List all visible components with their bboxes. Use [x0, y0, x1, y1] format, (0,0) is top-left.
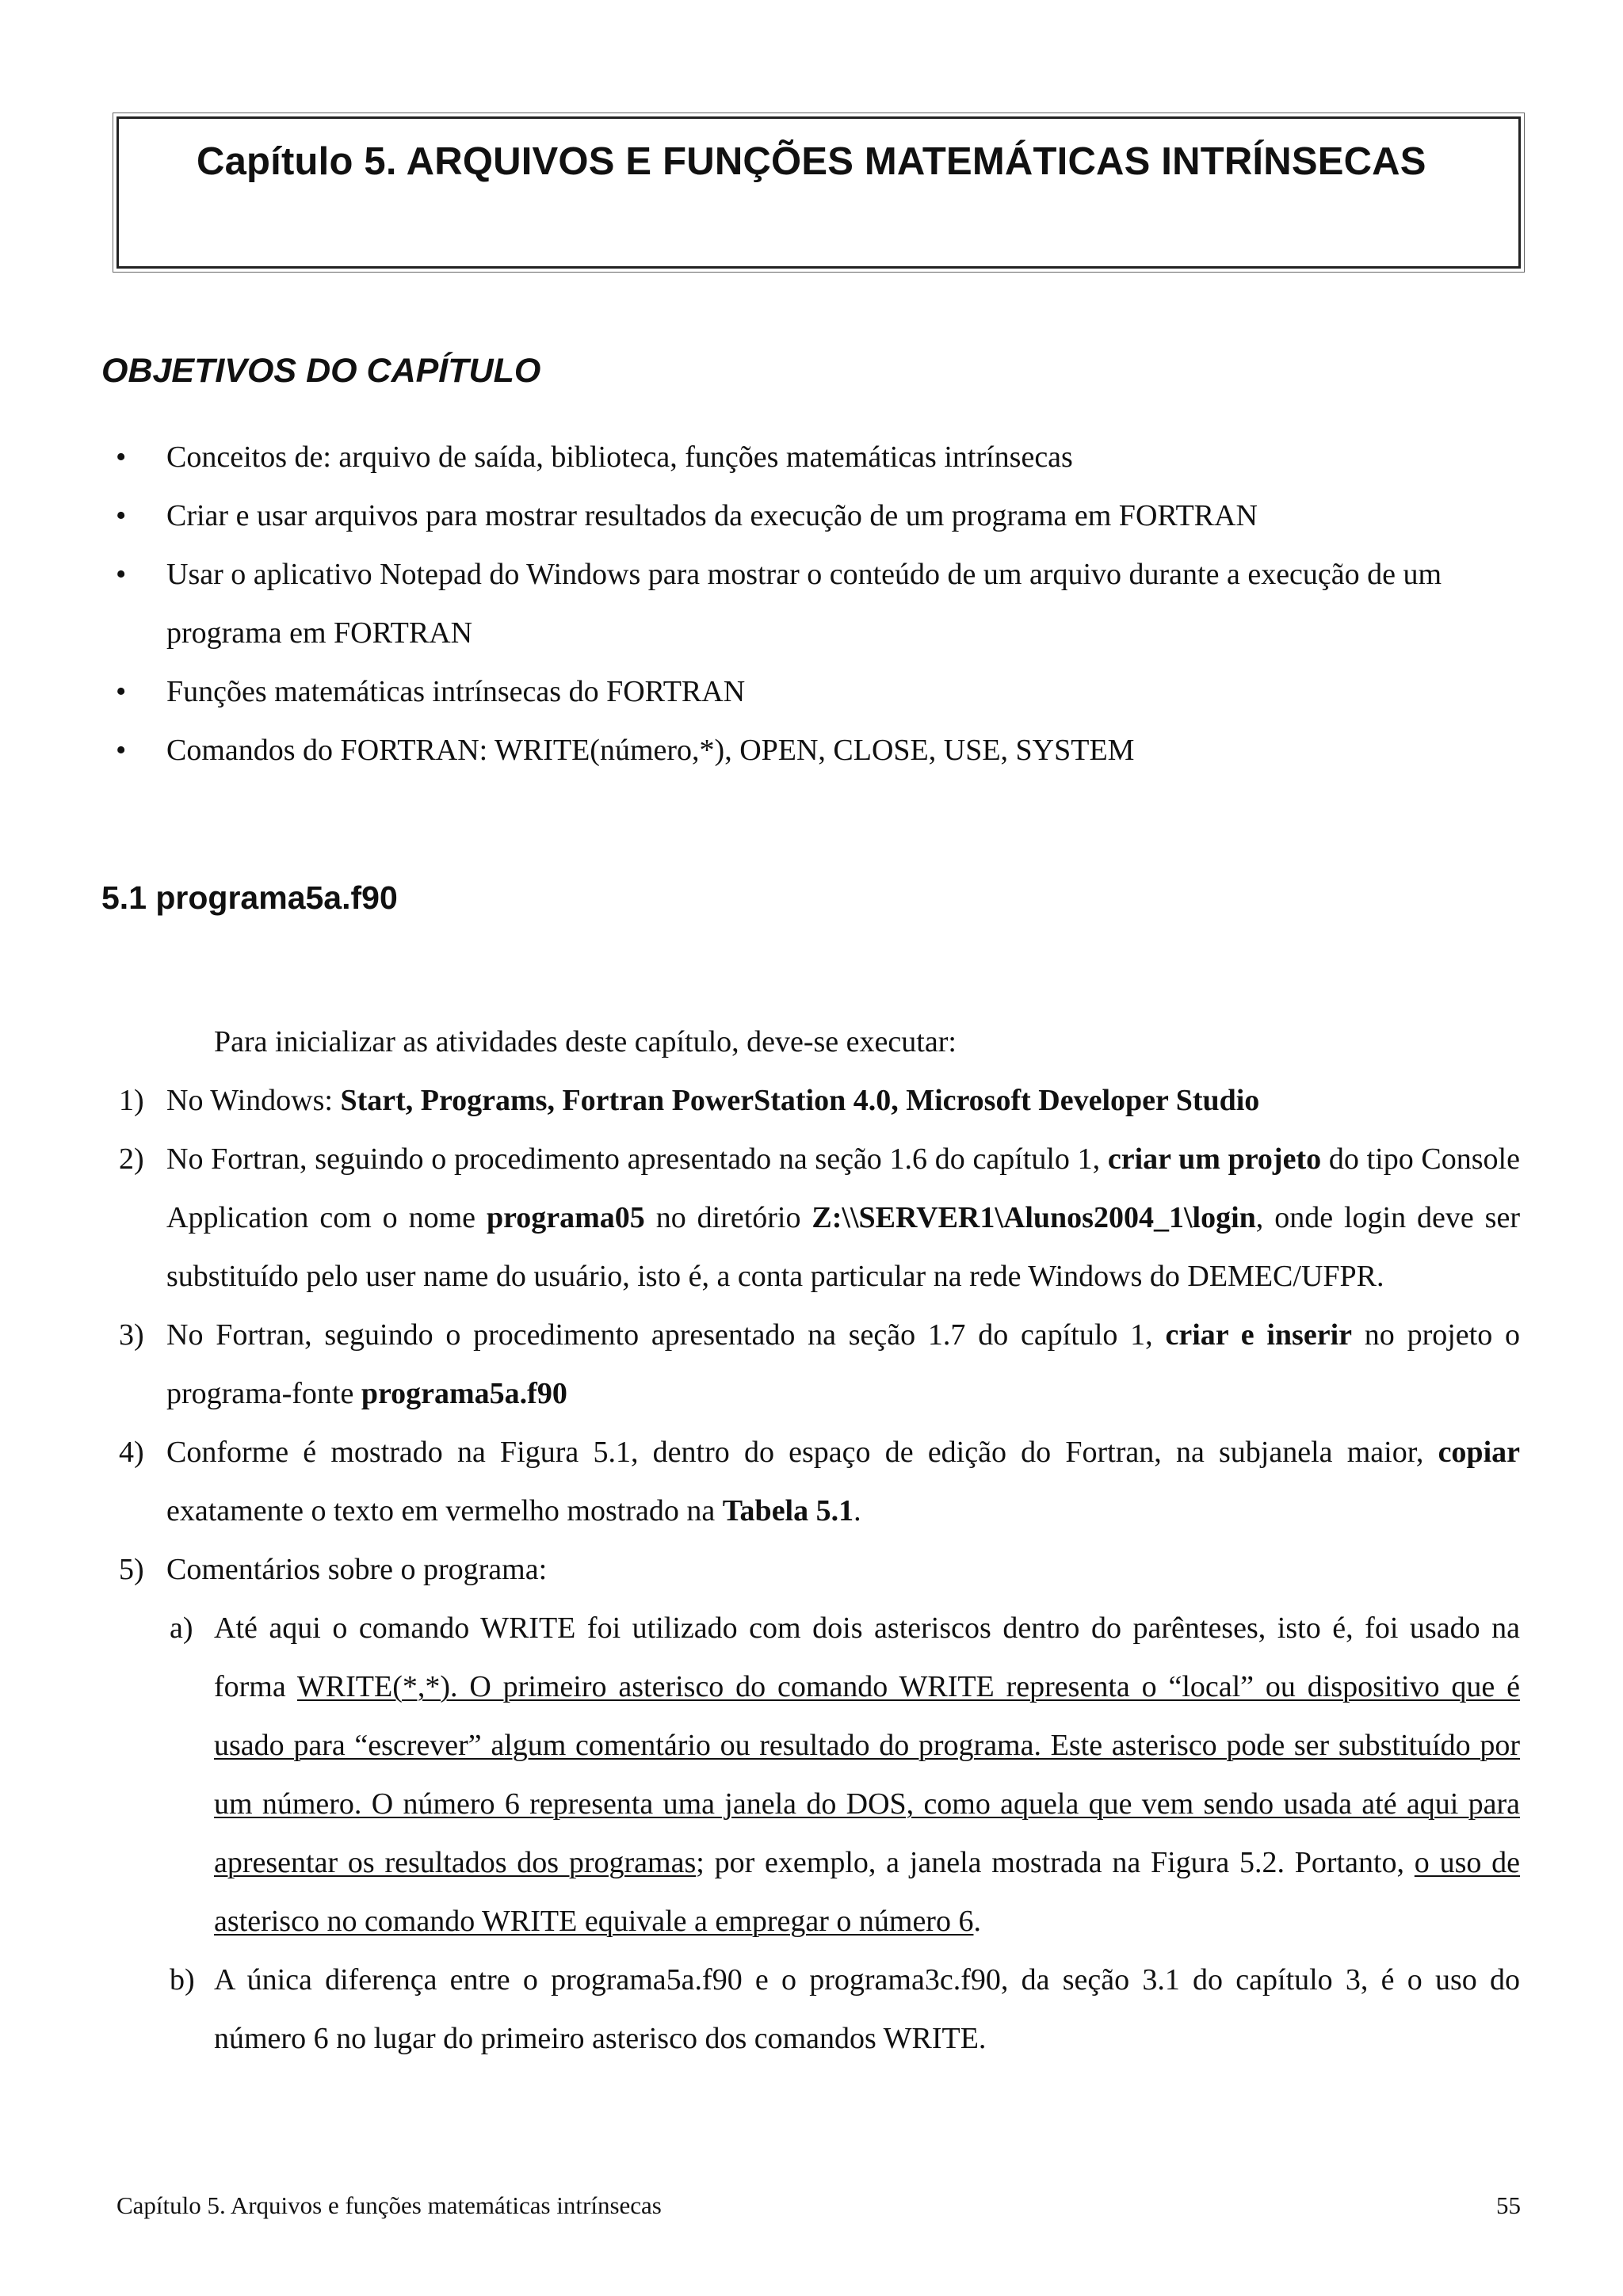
bullet-icon: •: [116, 441, 127, 474]
comments-list: [166, 1599, 1520, 2068]
steps-list: [101, 1071, 1520, 2068]
bullet-icon: •: [116, 675, 127, 708]
objectives-list: [101, 428, 1520, 780]
chapter-title: Capítulo 5. ARQUIVOS E FUNÇÕES MATEMÁTICAS INTRÍNSECAS: [197, 140, 1426, 183]
comment-item: a) Até aqui o comando WRITE foi utilizado com dois asteriscos dentro do parênteses, isto é, foi usado na forma WRITE(*,*). O primeiro asterisco do comando WRITE representa o “local” ou dispositivo que é usado para “escrever” algum comentário ou resultado do programa. Este asterisco pode ser substituído por um número. O número 6 representa uma janela do DOS, como aquela que vem sendo usada até aqui para apresentar os resultados dos programas; por exemplo, a janela mostrada na Figura 5.2. Portanto, o uso de asterisco no comando WRITE equivale a empregar o número 6.: [170, 1611, 1520, 1938]
step-item: 4) Conforme é mostrado na Figura 5.1, dentro do espaço de edição do Fortran, na subjanela maior, copiar exatamente o texto em vermelho mostrado na Tabela 5.1.: [119, 1436, 1520, 1527]
step-item: 2) No Fortran, seguindo o procedimento apresentado na seção 1.6 do capítulo 1, criar um projeto do tipo Console Application com o nome programa05 no diretório Z:\\SERVER1\Alunos2004_1\login, onde login deve ser substituído pelo user name do usuário, isto é, a conta particular na rede Windows do DEMEC/UFPR.: [119, 1142, 1520, 1293]
bullet-icon: •: [116, 499, 127, 532]
list-item: • Conceitos de: arquivo de saída, biblioteca, funções matemáticas intrínsecas: [101, 428, 1520, 486]
objectives-heading: OBJETIVOS DO CAPÍTULO: [101, 352, 541, 390]
footer-chapter-title: Capítulo 5. Arquivos e funções matemáticas intrínsecas: [116, 2191, 662, 2219]
list-item: • Criar e usar arquivos para mostrar resultados da execução de um programa em FORTRAN: [101, 486, 1520, 545]
list-item: • Funções matemáticas intrínsecas do FORTRAN: [101, 662, 1520, 721]
step-item: 3) No Fortran, seguindo o procedimento apresentado na seção 1.7 do capítulo 1, criar e inserir no projeto o programa-fonte programa5a.f90: [119, 1318, 1520, 1410]
step-item: 5) Comentários sobre o programa: a) Até aqui o comando WRITE foi utilizado com dois asteriscos dentro do parênteses, isto é, foi usado na forma WRITE(*,*). O primeiro asterisco do comando WRITE representa o “local” ou dispositivo que é usado para “escrever” algum comentário ou resultado do programa. Este asterisco pode ser substituído por um número. O número 6 representa uma janela do DOS, como aquela que vem sendo usada até aqui para apresentar os resultados dos programas; por exemplo, a janela mostrada na Figura 5.2. Portanto, o uso de asterisco no comando WRITE equivale a empregar o número 6. b) A única diferença entre o programa5a.f90 e o programa3c.f90, da seção 3.1 do capítulo 3, é o uso do número 6 no lugar do primeiro asterisco dos comandos WRITE.: [101, 1540, 1520, 2068]
section-intro: Para inicializar as atividades deste capítulo, deve-se executar:: [214, 1025, 957, 1058]
comment-item: b) A única diferença entre o programa5a.f90 e o programa3c.f90, da seção 3.1 do capítulo 3, é o uso do número 6 no lugar do primeiro asterisco dos comandos WRITE.: [170, 1963, 1520, 2055]
page-number: 55: [1496, 2191, 1521, 2219]
step-item: 1) No Windows: Start, Programs, Fortran PowerStation 4.0, Microsoft Developer Studio: [119, 1084, 1260, 1117]
section-heading: 5.1 programa5a.f90: [101, 879, 398, 916]
bullet-icon: •: [116, 734, 127, 767]
bullet-icon: •: [116, 558, 127, 591]
list-item: • Usar o aplicativo Notepad do Windows para mostrar o conteúdo de um arquivo durante a execução de um programa em FORTRAN: [101, 545, 1520, 662]
list-item: • Comandos do FORTRAN: WRITE(número,*), OPEN, CLOSE, USE, SYSTEM: [101, 721, 1520, 780]
chapter-title-box: [116, 116, 1521, 269]
